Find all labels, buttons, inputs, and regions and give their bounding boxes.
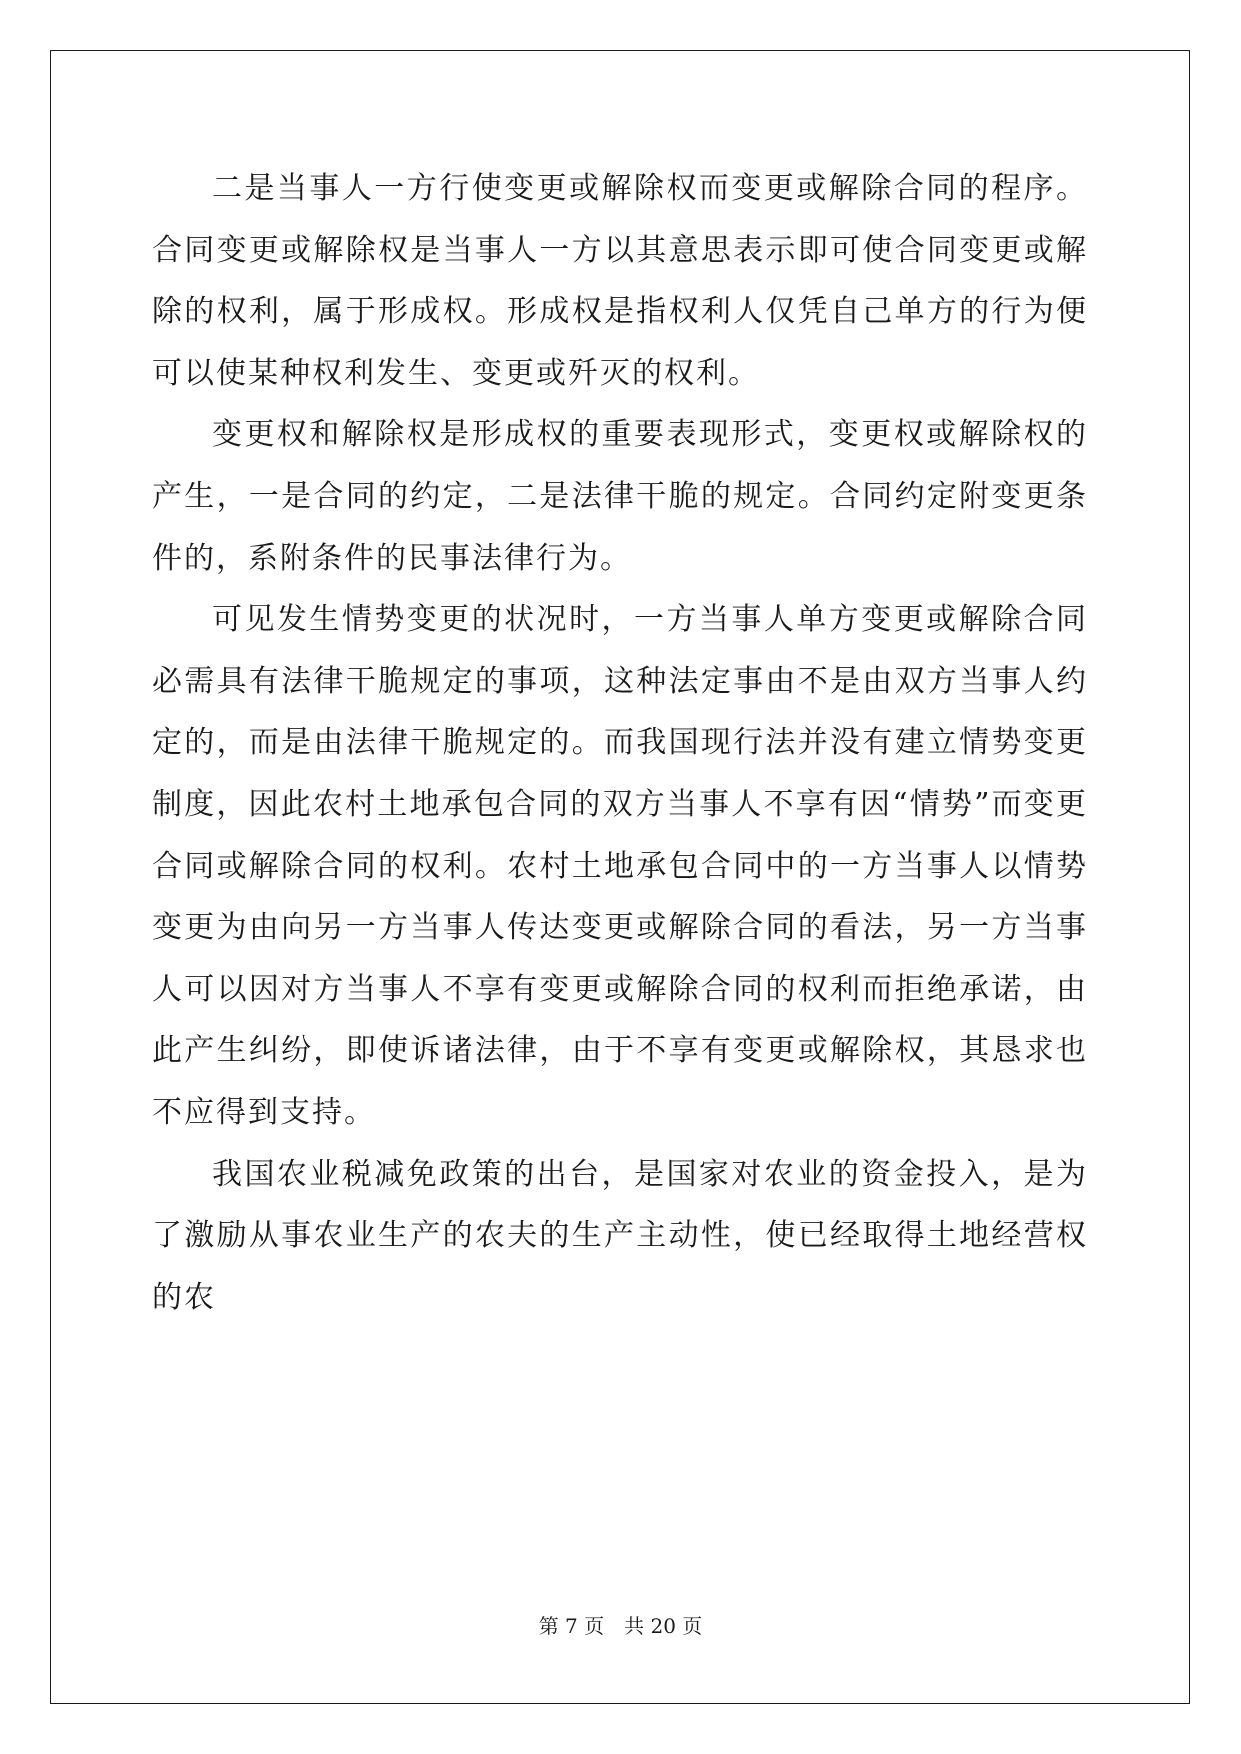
paragraph-2: 变更权和解除权是形成权的重要表现形式，变更权或解除权的产生，一是合同的约定，二是法律干脆的规定。合同约定附变更条件的，系附条件的民事法律行为。 — [152, 417, 1088, 576]
paragraph-1: 二是当事人一方行使变更或解除权而变更或解除合同的程序。合同变更或解除权是当事人一方以其意思表示即可使合同变更或解除的权利，属于形成权。形成权是指权利人仅凭自己单方的行为便可以使某种权利发生、变更或歼灭的权利。 — [152, 171, 1088, 391]
document-body — [152, 158, 1088, 1328]
page-number-footer: 第 7 页 共 20 页 — [538, 1614, 703, 1638]
paragraph-3: 可见发生情势变更的状况时，一方当事人单方变更或解除合同必需具有法律干脆规定的事项，这种法定事由不是由双方当事人约定的，而是由法律干脆规定的。而我国现行法并没有建立情势变更制度，因此农村土地承包合同的双方当事人不享有因“情势”而变更合同或解除合同的权利。农村土地承包合同中的一方当事人以情势变更为由向另一方当事人传达变更或解除合同的看法，另一方当事人可以因对方当事人不享有变更或解除合同的权利而拒绝承诺，由此产生纠纷，即使诉诸法律，由于不享有变更或解除权，其恳求也不应得到支持。 — [152, 602, 1088, 1130]
paragraph-4: 我国农业税减免政策的出台，是国家对农业的资金投入，是为了激励从事农业生产的农夫的生产主动性，使已经取得土地经营权的农 — [152, 1156, 1088, 1315]
